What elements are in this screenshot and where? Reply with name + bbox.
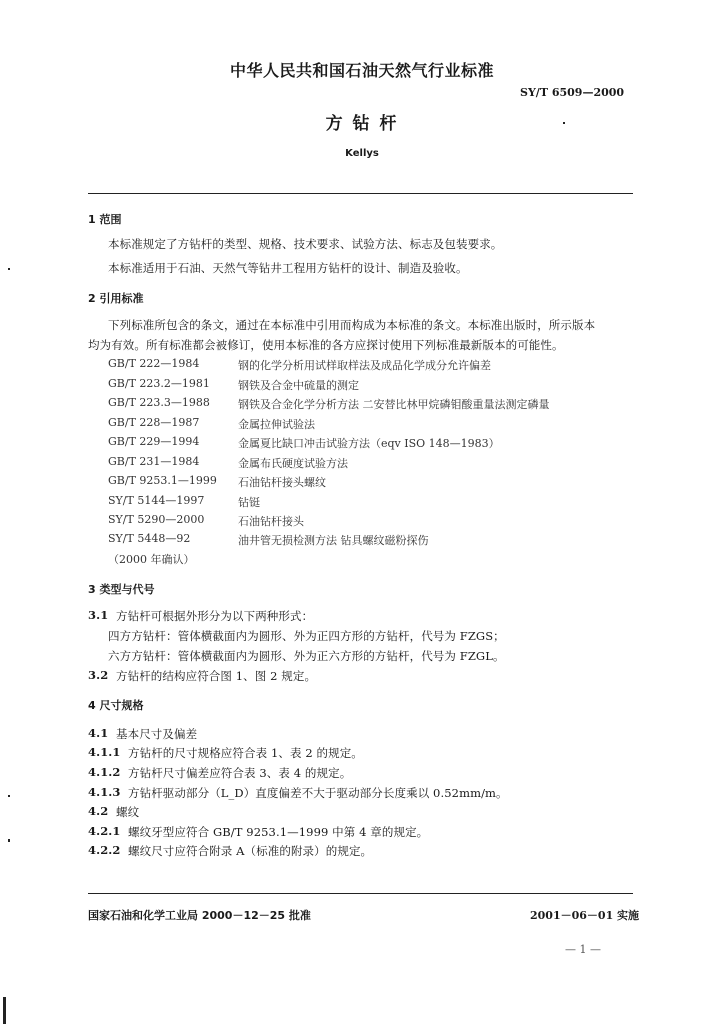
ref-code: GB/T 222—1984 — [108, 357, 200, 370]
clause-number: 4.2.2 — [88, 843, 121, 857]
implementation-date: 2001－06－01 实施 — [530, 909, 640, 922]
ref-title: 金属布氏硬度试验方法 — [238, 457, 348, 470]
ref-title: 钢铁及合金化学分析方法 二安替比林甲烷磷钼酸重量法测定磷量 — [238, 398, 550, 411]
standard-number: SY/T 6509—2000 — [520, 86, 625, 99]
clause-3-1-type-hexagonal: 六方方钻杆：管体横截面内为圆形、外为正六方形的方钻杆，代号为 FZGL。 — [108, 649, 505, 663]
ref-code: SY/T 5448—92 — [108, 532, 191, 545]
clause-number: 4.1.2 — [88, 765, 121, 779]
section-2-intro-line-1: 下列标准所包含的条文，通过在本标准中引用而构成为本标准的条文。本标准出版时，所示版本 — [108, 318, 596, 332]
approval-date: 国家石油和化学工业局 2000－12－25 批准 — [88, 909, 311, 922]
clause-text: 基本尺寸及偏差 — [116, 727, 198, 741]
ref-title: 钢铁及合金中硫量的测定 — [238, 379, 359, 392]
org-title: 中华人民共和国石油天然气行业标准 — [229, 61, 494, 80]
clause-3-2-text: 方钻杆的结构应符合图 1、图 2 规定。 — [116, 669, 317, 683]
clause-number: 4.2.1 — [88, 824, 121, 838]
scan-mark — [8, 839, 10, 842]
clause-text: 螺纹尺寸应符合附录 A（标准的附录）的规定。 — [128, 844, 373, 858]
section-1-paragraph-1: 本标准规定了方钻杆的类型、规格、技术要求、试验方法、标志及包装要求。 — [108, 237, 503, 251]
ref-title: 油井管无损检测方法 钻具螺纹磁粉探伤 — [238, 534, 429, 547]
clause-text: 螺纹牙型应符合 GB/T 9253.1—1999 中第 4 章的规定。 — [128, 825, 429, 839]
ref-title: 金属夏比缺口冲击试验方法（eqv ISO 148—1983） — [238, 437, 500, 450]
section-2-heading: 2 引用标准 — [88, 292, 144, 305]
clause-number: 4.1.1 — [88, 745, 121, 759]
clause-3-2-number: 3.2 — [88, 668, 109, 682]
page-number: — 1 — — [565, 943, 601, 956]
scan-mark — [8, 268, 10, 270]
clause-text: 方钻杆驱动部分（L_D）直度偏差不大于驱动部分长度乘以 0.52mm/m。 — [128, 786, 508, 800]
clause-number: 4.2 — [88, 804, 109, 818]
clause-text: 螺纹 — [116, 805, 140, 819]
ref-title: 石油钻杆接头螺纹 — [238, 476, 326, 489]
clause-text: 方钻杆尺寸偏差应符合表 3、表 4 的规定。 — [128, 766, 352, 780]
clause-3-1-text: 方钻杆可根据外形分为以下两种形式： — [116, 609, 314, 623]
ref-code: GB/T 231—1984 — [108, 455, 200, 468]
clause-number: 4.1.3 — [88, 785, 121, 799]
scan-mark — [8, 795, 10, 797]
ref-confirmation-note: （2000 年确认） — [108, 553, 195, 566]
ref-code: SY/T 5144—1997 — [108, 494, 205, 507]
document-title: 方 钻 杆 — [325, 114, 399, 134]
scan-mark — [563, 122, 565, 124]
ref-title: 石油钻杆接头 — [238, 515, 304, 528]
ref-code: GB/T 223.3—1988 — [108, 396, 210, 409]
section-1-heading: 1 范围 — [88, 213, 122, 226]
section-4-heading: 4 尺寸规格 — [88, 699, 144, 712]
ref-code: GB/T 9253.1—1999 — [108, 474, 217, 487]
ref-code: SY/T 5290—2000 — [108, 513, 205, 526]
ref-code: GB/T 223.2—1981 — [108, 377, 210, 390]
ref-code: GB/T 228—1987 — [108, 416, 200, 429]
header-divider — [88, 193, 633, 194]
clause-3-1-type-square: 四方方钻杆：管体横截面内为圆形、外为正四方形的方钻杆，代号为 FZGS； — [108, 629, 505, 643]
document-subtitle: Kellys — [345, 148, 379, 159]
footer-divider — [88, 893, 633, 894]
section-1-paragraph-2: 本标准适用于石油、天然气等钻井工程用方钻杆的设计、制造及验收。 — [108, 261, 468, 275]
ref-title: 钻铤 — [238, 496, 260, 509]
ref-title: 钢的化学分析用试样取样法及成品化学成分允许偏差 — [238, 359, 491, 372]
section-2-intro-line-2: 均为有效。所有标准都会被修订，使用本标准的各方应探讨使用下列标准最新版本的可能性。 — [88, 338, 564, 352]
clause-text: 方钻杆的尺寸规格应符合表 1、表 2 的规定。 — [128, 746, 363, 760]
clause-number: 4.1 — [88, 726, 109, 740]
ref-code: GB/T 229—1994 — [108, 435, 200, 448]
section-3-heading: 3 类型与代号 — [88, 583, 155, 596]
clause-3-1-number: 3.1 — [88, 608, 109, 622]
ref-title: 金属拉伸试验法 — [238, 418, 315, 431]
scan-mark — [3, 997, 6, 1024]
